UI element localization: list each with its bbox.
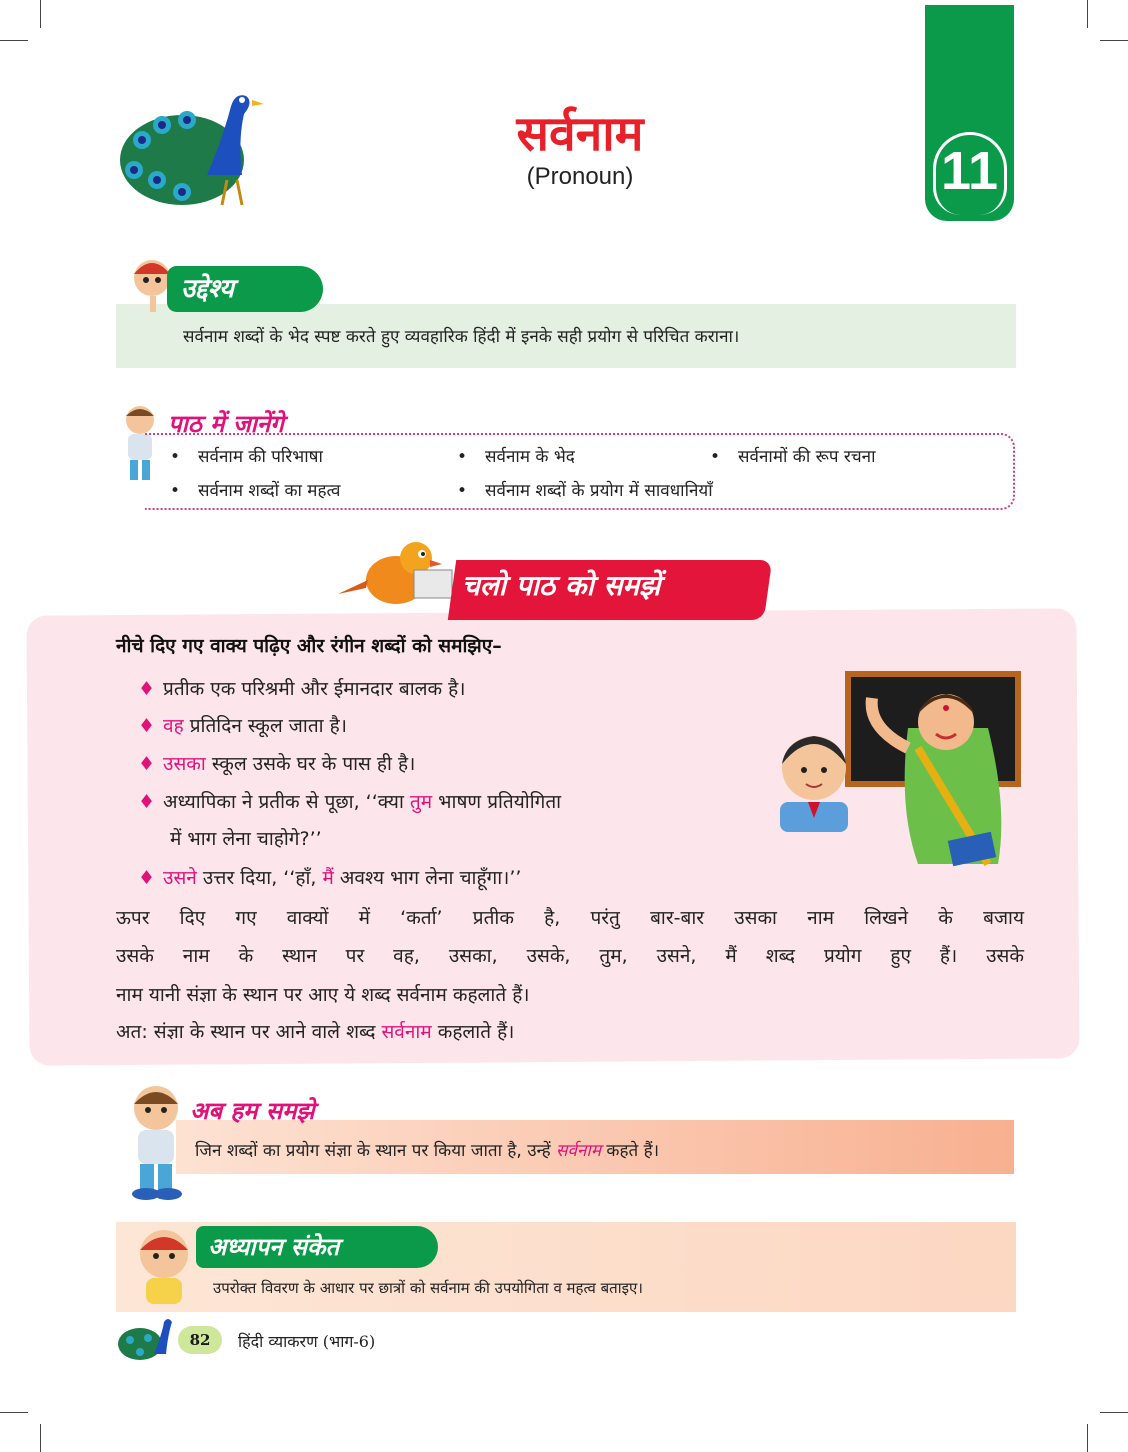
page-subtitle: (Pronoun) <box>526 163 634 190</box>
book-title: हिंदी व्याकरण (भाग-6) <box>238 1332 376 1351</box>
crop-mark <box>0 1412 28 1413</box>
example-sentence: ♦ उसका स्कूल उसके घर के पास ही है। <box>138 753 416 775</box>
learn-item: • सर्वनाम शब्दों का महत्व <box>170 478 340 501</box>
explanation-line: ऊपर दिए गए वाक्यों में ‘कर्ता’ प्रतीक है, परंतु बार-बार उसका नाम लिखने के बजाय <box>116 907 1024 929</box>
learn-label: पाठ में जानेंगे <box>168 410 284 438</box>
crop-mark <box>1100 40 1128 41</box>
example-sentence: ♦ प्रतीक एक परिश्रमी और ईमानदार बालक है। <box>138 678 466 700</box>
banner-label: चलो पाठ को समझें <box>462 569 661 602</box>
crop-mark <box>1100 1412 1128 1413</box>
learn-item: • सर्वनाम के भेद <box>457 444 575 467</box>
page-title: सर्वनाम <box>516 106 644 162</box>
understand-text: जिन शब्दों का प्रयोग संज्ञा के स्थान पर किया जाता है, उन्हें सर्वनाम कहते हैं। <box>195 1141 660 1161</box>
lesson-intro: नीचे दिए गए वाक्य पढ़िए और रंगीन शब्दों को समझिए– <box>116 635 502 657</box>
crop-mark <box>40 0 41 28</box>
crop-mark <box>40 1424 41 1452</box>
diamond-bullet-icon: ♦ <box>138 867 156 889</box>
explanation-line: नाम यानी संज्ञा के स्थान पर आए ये शब्द सर्वनाम कहलाते हैं। <box>116 984 530 1006</box>
diamond-bullet-icon: ♦ <box>138 753 156 775</box>
crop-mark <box>0 40 28 41</box>
learn-item: • सर्वनाम शब्दों के प्रयोग में सावधानियाँ <box>457 478 713 501</box>
explanation-line: अत: संज्ञा के स्थान पर आने वाले शब्द सर्वनाम कहलाते हैं। <box>116 1021 515 1043</box>
objective-text: सर्वनाम शब्दों के भेद स्पष्ट करते हुए व्यवहारिक हिंदी में इनके सही प्रयोग से परिचित कराना। <box>183 327 740 347</box>
bird-reading-icon <box>338 536 458 612</box>
crop-mark <box>1087 0 1088 28</box>
explanation-line: उसके नाम के स्थान पर वह, उसका, उसके, तुम, उसने, मैं शब्द प्रयोग हुए हैं। उसके <box>116 945 1024 967</box>
learn-item: • सर्वनाम की परिभाषा <box>170 444 323 467</box>
teaching-text: उपरोक्त विवरण के आधार पर छात्रों को सर्वनाम की उपयोगिता व महत्व बताइए। <box>213 1279 643 1297</box>
learn-item: • सर्वनामों की रूप रचना <box>710 444 876 467</box>
teaching-label: अध्यापन संकेत <box>196 1226 438 1268</box>
example-sentence-continued: में भाग लेना चाहोगे?’’ <box>170 828 322 850</box>
objective-label: उद्देश्य <box>167 266 323 312</box>
teacher-student-illustration <box>758 668 1022 868</box>
peacock-illustration <box>112 80 282 210</box>
diamond-bullet-icon: ♦ <box>138 678 156 700</box>
crop-mark <box>1087 1424 1088 1452</box>
understand-label: अब हम समझे <box>190 1097 315 1125</box>
example-sentence: ♦ वह प्रतिदिन स्कूल जाता है। <box>138 715 347 737</box>
chapter-number: 11 <box>940 141 999 201</box>
example-sentence: ♦ अध्यापिका ने प्रतीक से पूछा, ‘‘क्या तुम भाषण प्रतियोगिता <box>138 791 562 813</box>
example-sentence: ♦ उसने उत्तर दिया, ‘‘हाँ, मैं अवश्य भाग लेना चाहूँगा।’’ <box>138 867 522 889</box>
footer-peacock-icon <box>116 1314 178 1364</box>
diamond-bullet-icon: ♦ <box>138 715 156 737</box>
page-number: 82 <box>178 1326 222 1354</box>
diamond-bullet-icon: ♦ <box>138 791 156 813</box>
boy-waving-icon <box>132 1222 196 1306</box>
